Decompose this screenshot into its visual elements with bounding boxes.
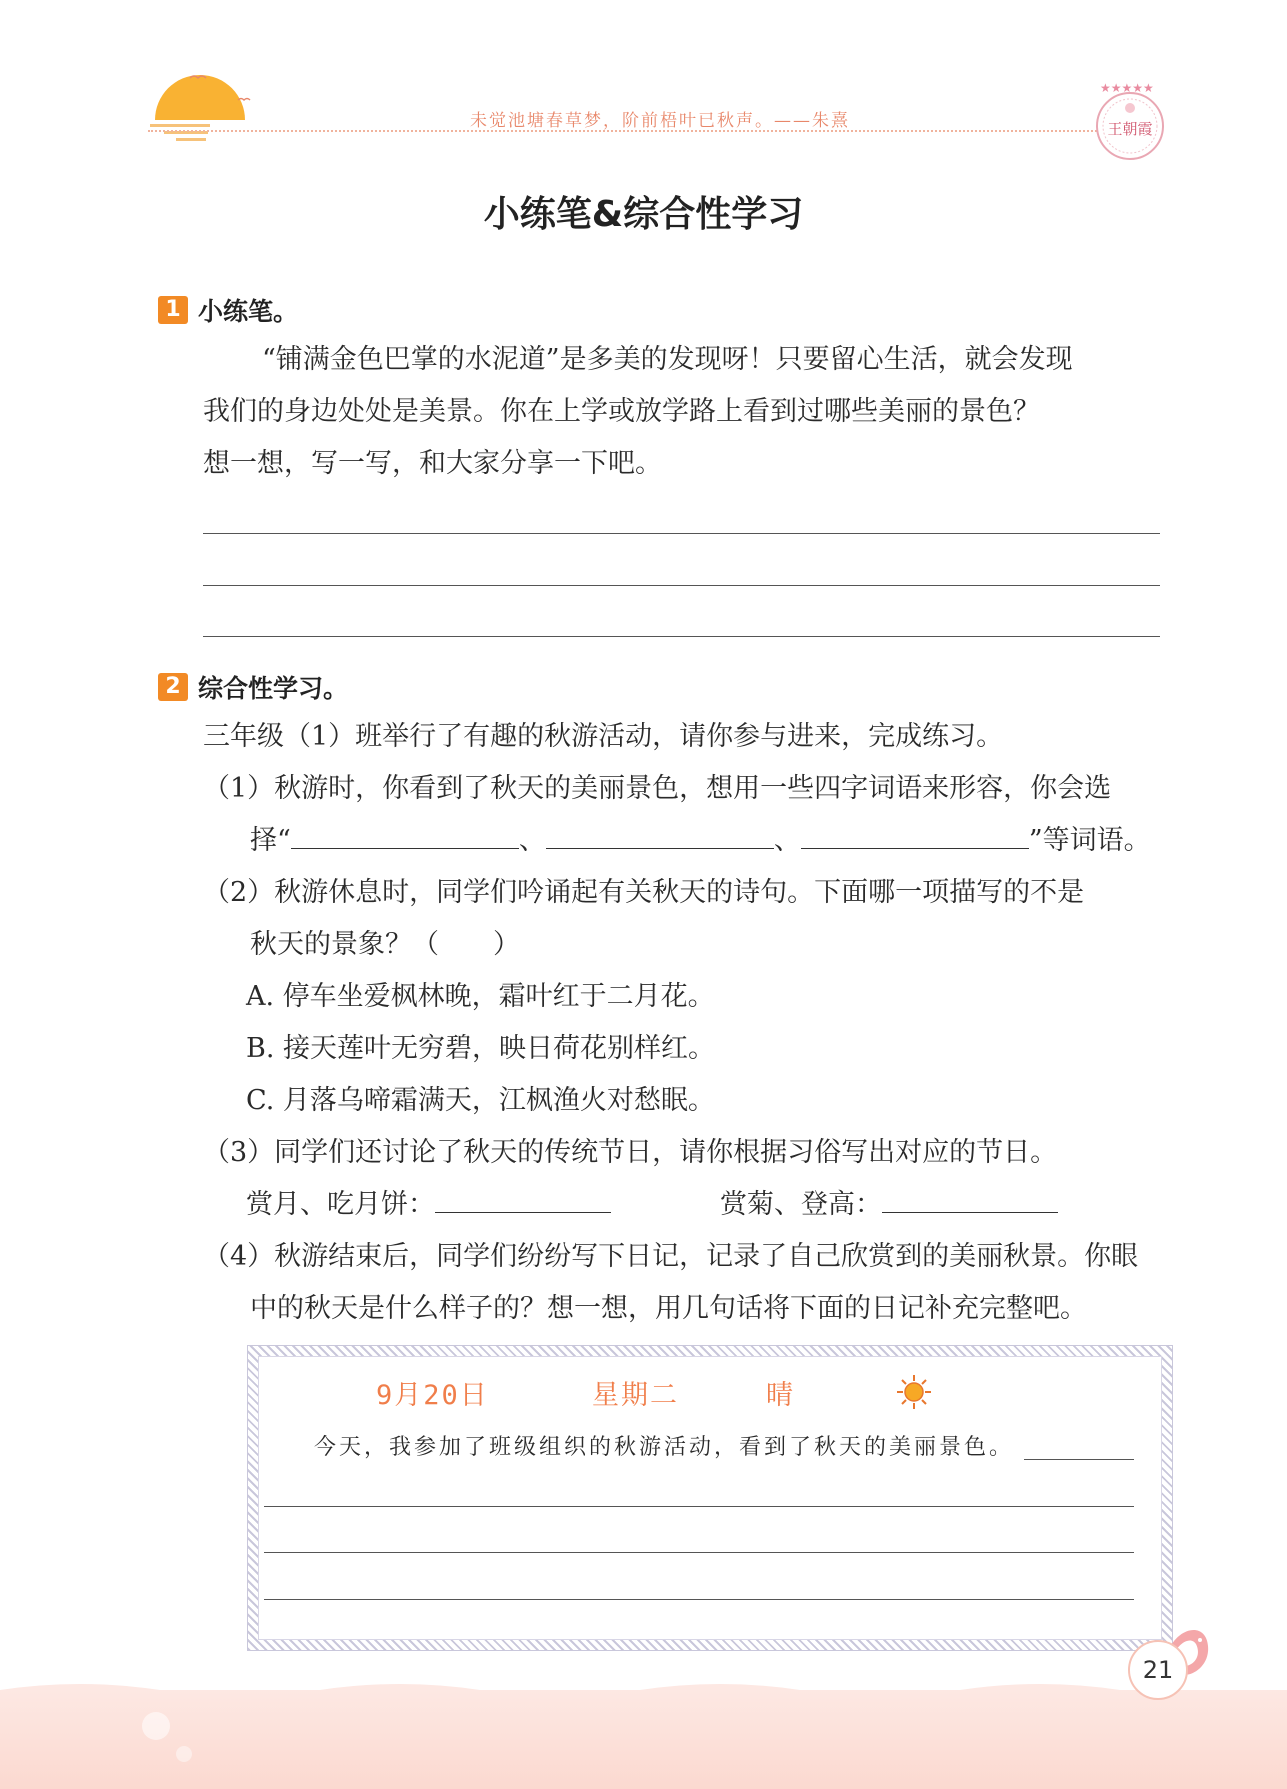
q1-separator-2: 、: [773, 825, 801, 856]
section1-line-2: 我们的身边处处是美景。你在上学或放学路上看到过哪些美丽的景色？: [203, 396, 1040, 427]
diary-date: 9月20日: [376, 1380, 489, 1411]
q1-quote-close: ”等词语。: [1028, 825, 1151, 856]
section2-title: 综合性学习。: [198, 674, 349, 703]
section1-number: 1: [158, 296, 188, 324]
q2-line-1: （2）秋游休息时，同学们吟诵起有关秋天的诗句。下面哪一项描写的不是: [203, 877, 1085, 908]
q3-custom-1: 赏月、吃月饼：: [246, 1189, 435, 1220]
section2-intro: 三年级（1）班举行了有趣的秋游活动，请你参与进来，完成练习。: [203, 721, 1004, 752]
writing-line-1[interactable]: [203, 533, 1160, 534]
page-title: 小练笔&综合性学习: [483, 194, 804, 235]
diary-line-0[interactable]: [1024, 1459, 1134, 1460]
q3-custom-2: 赏菊、登高：: [720, 1189, 882, 1220]
diary-opening: 今天，我参加了班级组织的秋游活动，看到了秋天的美丽景色。: [314, 1435, 1015, 1460]
section2-heading: [158, 669, 348, 705]
q4-line-1: （4）秋游结束后，同学们纷纷写下日记，记录了自己欣赏到的美丽秋景。你眼: [203, 1241, 1139, 1272]
sun-icon: [896, 1374, 932, 1410]
q2-option-c[interactable]: C. 月落乌啼霜满天，江枫渔火对愁眠。: [246, 1085, 715, 1116]
q1-answer-blank-2[interactable]: [546, 818, 774, 849]
writing-line-3[interactable]: [203, 636, 1160, 637]
diary-weekday: 星期二: [592, 1380, 679, 1411]
q1-separator-1: 、: [518, 825, 546, 856]
q3-answer-blank-2[interactable]: [882, 1182, 1058, 1213]
diary-line-2[interactable]: [264, 1552, 1134, 1553]
section1-heading: [158, 292, 298, 328]
bubble-icon: [140, 1710, 200, 1770]
q3-answer-blank-1[interactable]: [435, 1182, 611, 1213]
section1-title: 小练笔。: [198, 297, 299, 326]
writing-line-2[interactable]: [203, 585, 1160, 586]
author-seal: [1090, 78, 1170, 168]
diary-line-1[interactable]: [264, 1506, 1134, 1507]
q3-double-ninth: [720, 1179, 1058, 1231]
q4-line-2: 中的秋天是什么样子的？想一想，用几句话将下面的日记补充完整吧。: [250, 1293, 1087, 1324]
q2-option-b[interactable]: B. 接天莲叶无穷碧，映日荷花别样红。: [246, 1033, 716, 1064]
q1-line-1: （1）秋游时，你看到了秋天的美丽景色，想用一些四字词语来形容，你会选: [203, 773, 1112, 804]
section2-number: 2: [158, 673, 188, 701]
q1-answer-blank-3[interactable]: [801, 818, 1029, 849]
svg-text:王朝霞: 王朝霞: [1107, 120, 1153, 138]
q1-quote-open: 择“: [250, 825, 291, 856]
diary-weather: 晴: [766, 1380, 795, 1411]
diary-line-3[interactable]: [264, 1599, 1134, 1600]
q2-line-2: 秋天的景象？（ ）: [250, 929, 520, 960]
page-number: 21: [1142, 1656, 1174, 1684]
section1-line-1: “铺满金色巴掌的水泥道”是多美的发现呀！只要留心生活，就会发现: [262, 344, 1073, 375]
page-number-badge: [1128, 1640, 1188, 1700]
q3-line-1: （3）同学们还讨论了秋天的传统节日，请你根据习俗写出对应的节日。: [203, 1137, 1058, 1168]
q3-mid-autumn: [246, 1179, 611, 1231]
q2-option-a[interactable]: A. 停车坐爱枫林晚，霜叶红于二月花。: [246, 981, 715, 1012]
section1-line-3: 想一想，写一写，和大家分享一下吧。: [203, 448, 662, 479]
q1-line-2: [250, 815, 1151, 867]
svg-text:★★★★★: ★★★★★: [1100, 81, 1154, 95]
header-divider: [148, 130, 1148, 132]
sunset-icon: [150, 70, 260, 150]
q1-answer-blank-1[interactable]: [291, 818, 519, 849]
header-quote: 未觉池塘春草梦，阶前梧叶已秋声。——朱熹: [470, 111, 850, 131]
